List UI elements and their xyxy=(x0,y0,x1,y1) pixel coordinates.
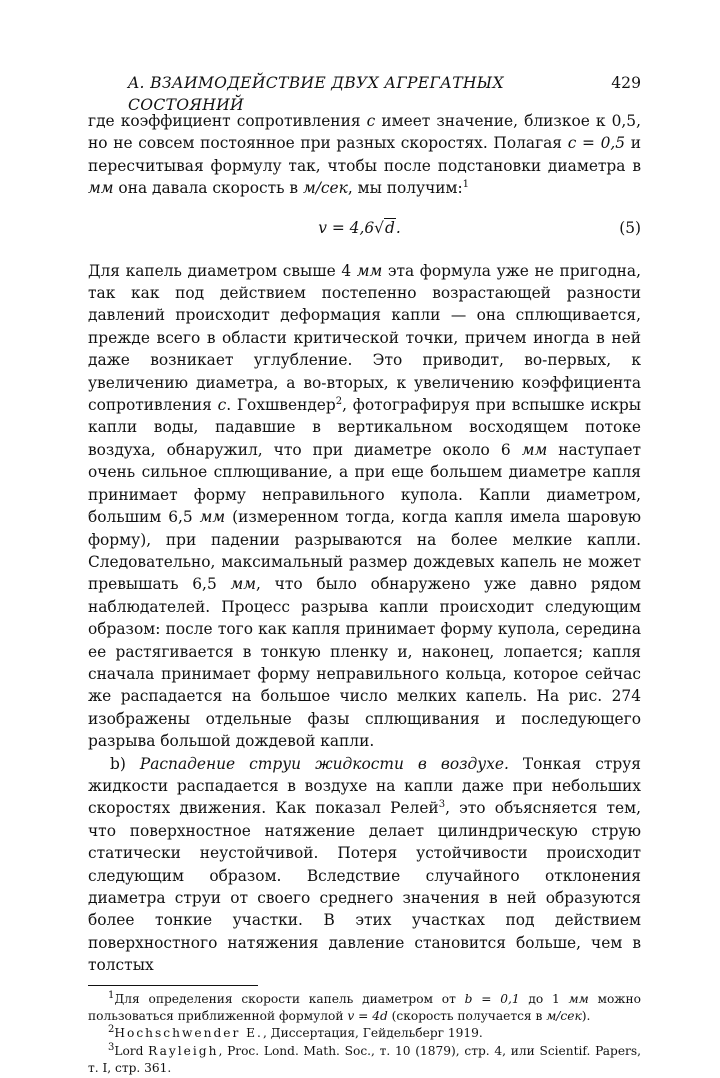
equation-number: (5) xyxy=(619,219,641,238)
paragraph-2: Для капель диаметром свыше 4 мм эта формула уже не пригодна, так как под действием постепенно возрастающей разности давлений происходит деформация капли — она сплющивается, прежде всего в области критической точки, причем иногда в ней даже возникает углубление. Это приводит, во-первых, к увеличению диаметра, а во-вторых, к увеличению коэффициента сопротивления c. Гохшвендер$^2$, фотографируя при вспышке искры капли воды, падавшие в вертикальном восходящем потоке воздуха, обнаружил, что при диаметре около 6 мм наступает очень сильное сплющивание, а при еще большем диаметре капля принимает форму неправильного купола. Капли диаметром, большим 6,5 мм (измеренном тогда, когда капля имела шаровую форму), при падении разрываются на более мелкие капли. Следовательно, максимальный размер дождевых капель не может превышать 6,5 мм, что было обнаружено уже давно рядом наблюдателей. Процесс разрыва капли происходит следующим образом: после того как капля принимает форму купола, середина ее растягивается в тонкую пленку и, наконец, лопается; капля сначала принимает форму неправильного кольца, которое сейчас же распадается на большое число мелких капель. На рис. 274 изображены отдельные фазы сплющивания и последующего разрыва большой дождевой капли. xyxy=(88,261,641,751)
page-number: 429 xyxy=(611,74,641,92)
footnote-1: $^1$Для определения скорости капель диаметром от b = 0,1 до 1 мм можно пользоваться приближенной формулой v = 4d (скорость получается в м/сек). xyxy=(88,989,641,1024)
footnote-ref-2[interactable]: 2 xyxy=(335,395,343,407)
equation-formula: v = 4,6√d. xyxy=(318,219,401,238)
paragraph-3: b) Распадение струи жидкости в воздухе. Тонкая струя жидкости распадается в воздухе на капли даже при небольших скоростях движения. Как показал Релей$^3$, это объясняется тем, что поверхностное натяжение делает цилиндрическую струю статически неустойчивой. Потеря устойчивости происходит следующим образом. Вследствие случайного отклонения диаметра струи от своего среднего значения в ней образуются более тонкие участки. В этих участках под действием поверхностного натяжения давление становится больше, чем в толстых xyxy=(88,754,641,975)
paragraph-1: где коэффициент сопротивления c имеет значение, близкое к 0,5, но не совсем постоянное при разных скоростях. Полагая c = 0,5 и пересчитывая формулу так, чтобы после подстановки диаметра в мм она давала скорость в м/сек, мы получим:$^1$ xyxy=(88,112,641,198)
footnote-3: $^3$Lord Rayleigh, Proc. Lond. Math. Soc., т. 10 (1879), стр. 4, или Scientif. Papers, т. I, стр. 361. xyxy=(88,1041,641,1076)
book-page xyxy=(88,72,641,1078)
equation-5 xyxy=(88,208,641,250)
footnote-divider xyxy=(88,985,258,986)
running-header xyxy=(88,72,641,115)
footnote-2: $^2$Hochschwender E., Диссертация, Гейдельберг 1919. xyxy=(108,1024,483,1041)
footnote-ref-3[interactable]: 3 xyxy=(438,799,446,811)
section-heading-b: Распадение струи жидкости в воздухе. xyxy=(139,754,509,773)
footnote-ref-1[interactable]: 1 xyxy=(462,179,470,191)
chapter-title: A. ВЗАИМОДЕЙСТВИЕ ДВУХ АГРЕГАТНЫХ СОСТОЯНИЙ xyxy=(128,74,504,115)
